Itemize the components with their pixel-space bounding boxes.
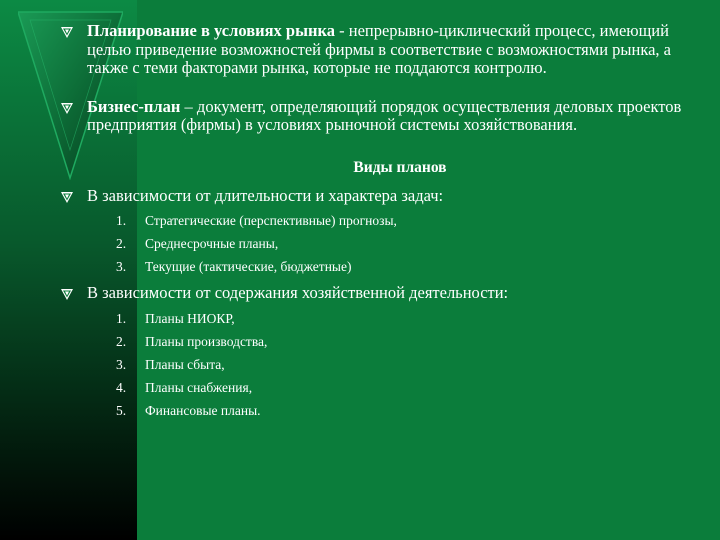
section-heading: Виды планов [353,158,447,176]
list-text: Текущие (тактические, бюджетные) [145,259,352,274]
term-business-plan: Бизнес-план [87,96,181,116]
group-title: В зависимости от длительности и характера задач: [87,185,444,205]
list-item [60,209,700,232]
definition-text: документ, определяющий порядок осуществления деловых проектов предприятия (фирмы) в условиях рыночной системы хозяйствования. [87,96,682,134]
list-text: Планы сбыта, [145,356,225,372]
slide-content [60,20,700,422]
list-text: Среднесрочные планы, [145,236,279,251]
list-number: 1. [116,310,127,326]
list-item [60,376,700,399]
list-text: Планы НИОКР, [145,310,235,326]
list-text: Стратегические (перспективные) прогнозы, [145,213,397,228]
list-item [60,353,700,376]
group-duration [60,187,700,206]
list-item [60,330,700,353]
list-number: 1. [116,213,127,228]
definition-text: непрерывно-циклический процесс, имеющий целью приведение возможностей фирмы в соответствие с возможностями рынка, а также с теми факторами рынка, которые не поддаются контролю. [87,21,672,77]
down-pointing-triangle-arrow-icon [60,25,74,39]
term-planning: Планирование в условиях рынка [87,21,335,40]
plan-list-duration [60,209,700,278]
group-content [60,284,700,303]
list-text: Планы снабжения, [145,379,253,395]
list-item [60,232,700,255]
list-item [60,255,700,278]
separator: – [180,96,197,116]
list-number: 3. [116,259,127,274]
list-text: Планы производства, [145,333,268,349]
list-number: 4. [116,379,127,395]
down-pointing-triangle-arrow-icon [60,190,74,204]
list-number: 2. [116,236,127,251]
list-number: 3. [116,356,127,372]
definition-planning [60,22,700,78]
separator: - [334,21,349,40]
list-text: Финансовые планы. [145,402,261,418]
group-title: В зависимости от содержания хозяйственной деятельности: [87,283,509,302]
plan-list-content [60,307,700,422]
list-item [60,399,700,422]
definition-business-plan [60,98,700,135]
list-number: 2. [116,333,127,349]
list-number: 5. [116,402,127,418]
down-pointing-triangle-arrow-icon [60,101,74,115]
down-pointing-triangle-arrow-icon [60,287,74,301]
list-item [60,307,700,330]
